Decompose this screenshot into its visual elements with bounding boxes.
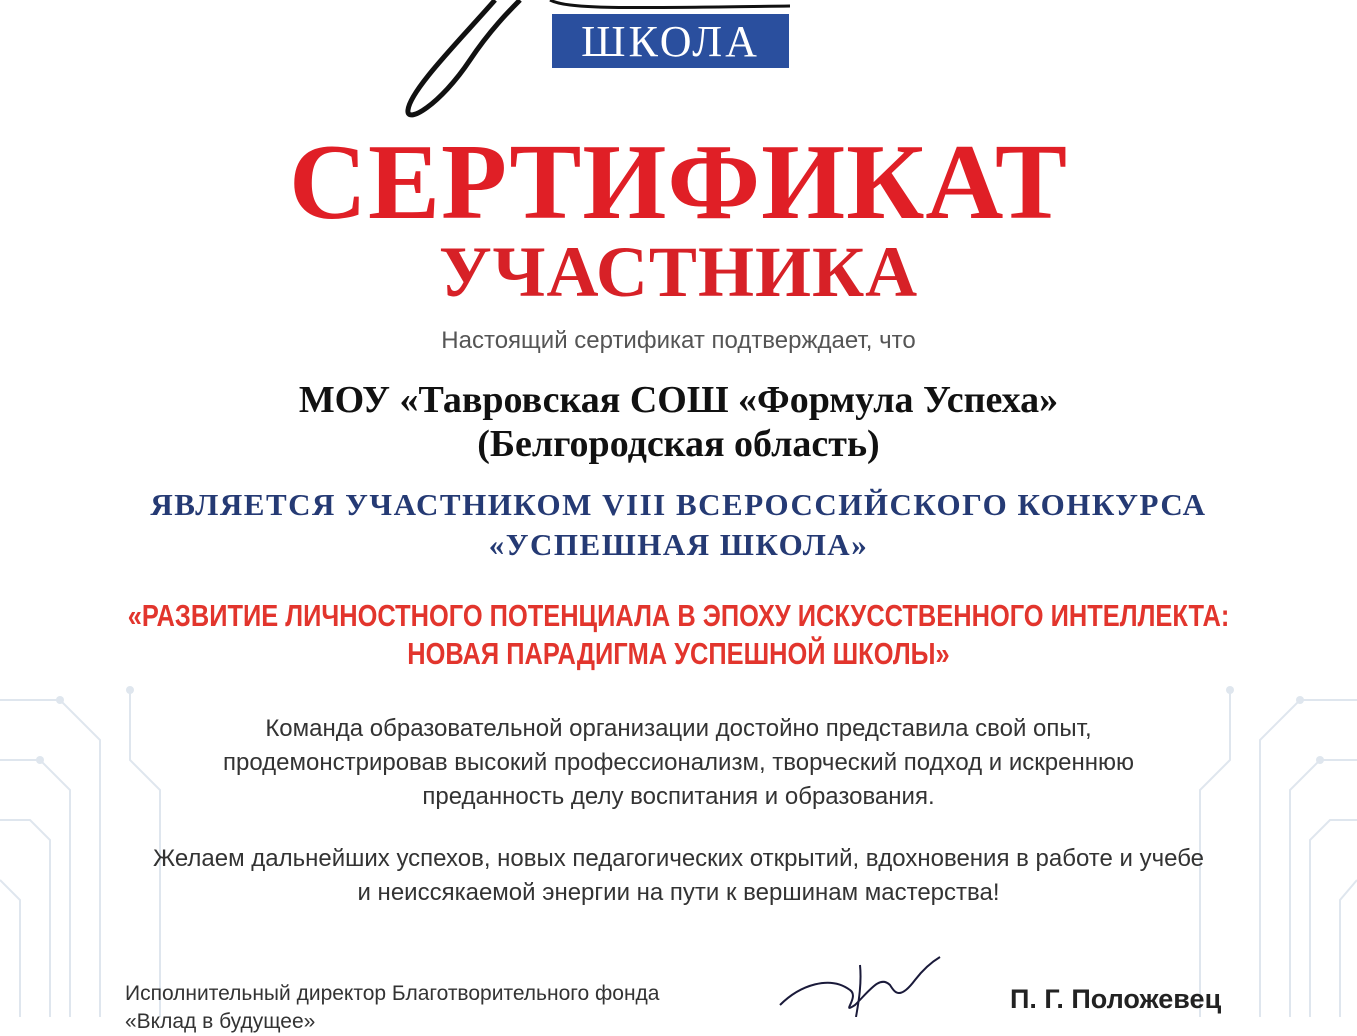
theme-line: НОВАЯ ПАРАДИГМА УСПЕШНОЙ ШКОЛЫ» xyxy=(407,636,950,671)
organization-name xyxy=(0,378,1357,466)
wishes-line: Желаем дальнейших успехов, новых педагогических открытий, вдохновения в работе и учебе xyxy=(152,845,1205,872)
signer-role-line: «Вклад в будущее» xyxy=(125,1010,316,1033)
theme-line: «РАЗВИТИЕ ЛИЧНОСТНОГО ПОТЕНЦИАЛА В ЭПОХУ ИСКУССТВЕННОГО ИНТЕЛЛЕКТА: xyxy=(127,598,1230,633)
certificate-title: СЕРТИФИКАТ xyxy=(289,123,1068,242)
signer-name: П. Г. Положевец xyxy=(1010,984,1222,1014)
participant-statement xyxy=(0,485,1357,565)
contest-theme xyxy=(122,597,1235,673)
signer-role-line: Исполнительный директор Благотворительного фонда xyxy=(125,982,660,1005)
participant-line: «УСПЕШНАЯ ШКОЛА» xyxy=(488,527,869,562)
body-line: преданность делу воспитания и образования. xyxy=(422,783,935,810)
wishes-paragraph xyxy=(0,842,1357,910)
body-paragraph xyxy=(0,712,1357,814)
logo-box: ШКОЛА xyxy=(552,14,789,68)
confirm-text: Настоящий сертификат подтверждает, что xyxy=(441,327,916,354)
organization-line: МОУ «Тавровская СОШ «Формула Успеха» xyxy=(298,379,1059,421)
certificate-subtitle: УЧАСТНИКА xyxy=(438,232,919,312)
body-line: продемонстрировав высокий профессионализм, творческий подход и искреннюю xyxy=(223,749,1134,776)
wishes-line: и неиссякаемой энергии на пути к вершинам мастерства! xyxy=(357,879,1000,906)
participant-line: ЯВЛЯЕТСЯ УЧАСТНИКОМ VIII ВСЕРОССИЙСКОГО КОНКУРСА xyxy=(150,487,1207,522)
organization-line: (Белгородская область) xyxy=(477,423,880,465)
signer-role xyxy=(125,980,659,1036)
handwritten-signature xyxy=(770,955,950,1017)
body-line: Команда образовательной организации достойно представила свой опыт, xyxy=(265,715,1092,742)
